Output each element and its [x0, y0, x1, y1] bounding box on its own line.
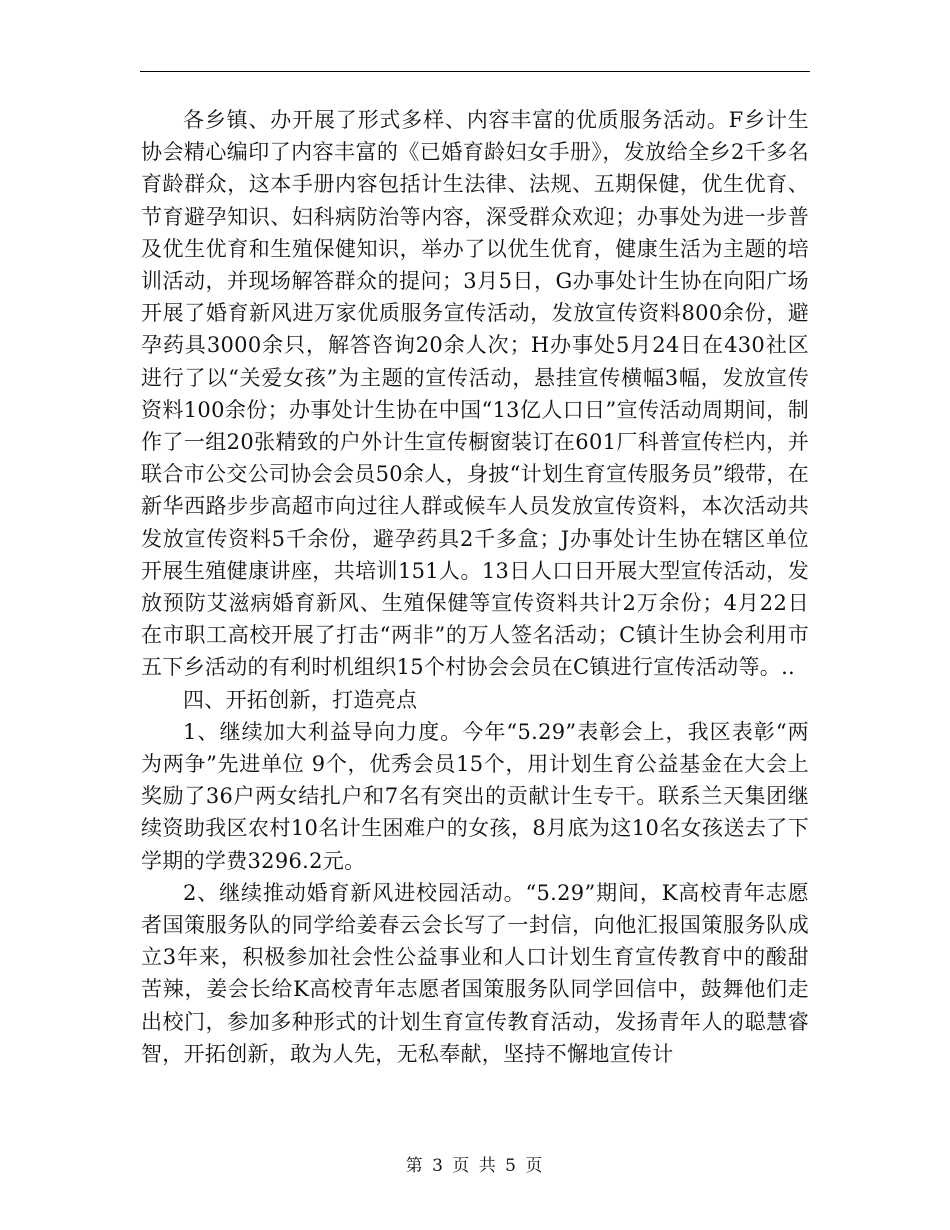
section-heading-innovation: 四、开拓创新，打造亮点: [183, 687, 418, 712]
paragraph-campus-activities: 2、继续推动婚育新风进校园活动。“5.29”期间，K高校青年志愿者国策服务队的同学给姜春云会长写了一封信，向他汇报国策服务队成立3年来，积极参加社会性公益事业和人口计划生育宣传教育中的酸甜苦辣，姜会长给K高校青年志愿者国策服务队同学回信中，鼓舞他们走出校门，参加多种形式的计划生育宣传教育活动，发扬青年人的聪慧睿智，开拓创新，敢为人先，无私奉献，坚持不懈地宣传计: [141, 880, 809, 1066]
page-number-footer: 第 3 页 共 5 页: [405, 1156, 545, 1176]
document-body: [141, 104, 809, 1070]
paragraph-interest-guidance: 1、继续加大利益导向力度。今年“5.29”表彰会上，我区表彰“两为两争”先进单位 9个，优秀会员15个，用计划生育公益基金在大会上奖励了36户两女结扎户和7名有突出的贡献计生专干。联系兰天集团继续资助我区农村10名计生困难户的女孩，8月底为这10名女孩送去了下学期的学费3296.2元。: [141, 719, 809, 873]
header-rule: [140, 71, 810, 72]
paragraph-service-activities: 各乡镇、办开展了形式多样、内容丰富的优质服务活动。F乡计生协会精心编印了内容丰富的《已婚育龄妇女手册》，发放给全乡2千多名育龄群众，这本手册内容包括计生法律、法规、五期保健，优生优育、节育避孕知识、妇科病防治等内容，深受群众欢迎；办事处为进一步普及优生优育和生殖保健知识，举办了以优生优育，健康生活为主题的培训活动，并现场解答群众的提问；3月5日，G办事处计生协在向阳广场开展了婚育新风进万家优质服务宣传活动，发放宣传资料800余份，避孕药具3000余只，解答咨询20余人次；H办事处5月24日在430社区进行了以“关爱女孩”为主题的宣传活动，悬挂宣传横幅3幅，发放宣传资料100余份；办事处计生协在中国“13亿人口日”宣传活动周期间，制作了一组20张精致的户外计生宣传橱窗装订在601厂科普宣传栏内，并联合市公交公司协会会员50余人，身披“计划生育宣传服务员”缎带，在新华西路步步高超市向过往人群或候车人员发放宣传资料，本次活动共发放宣传资料5千余份，避孕药具2千多盒；J办事处计生协在辖区单位开展生殖健康讲座，共培训151人。13日人口日开展大型宣传活动，发放预防艾滋病婚育新风、生殖保健等宣传资料共计2万余份；4月22日在市职工高校开展了打击“两非”的万人签名活动；C镇计生协会利用市五下乡活动的有利时机组织15个村协会会员在C镇进行宣传活动等。..: [141, 108, 809, 680]
